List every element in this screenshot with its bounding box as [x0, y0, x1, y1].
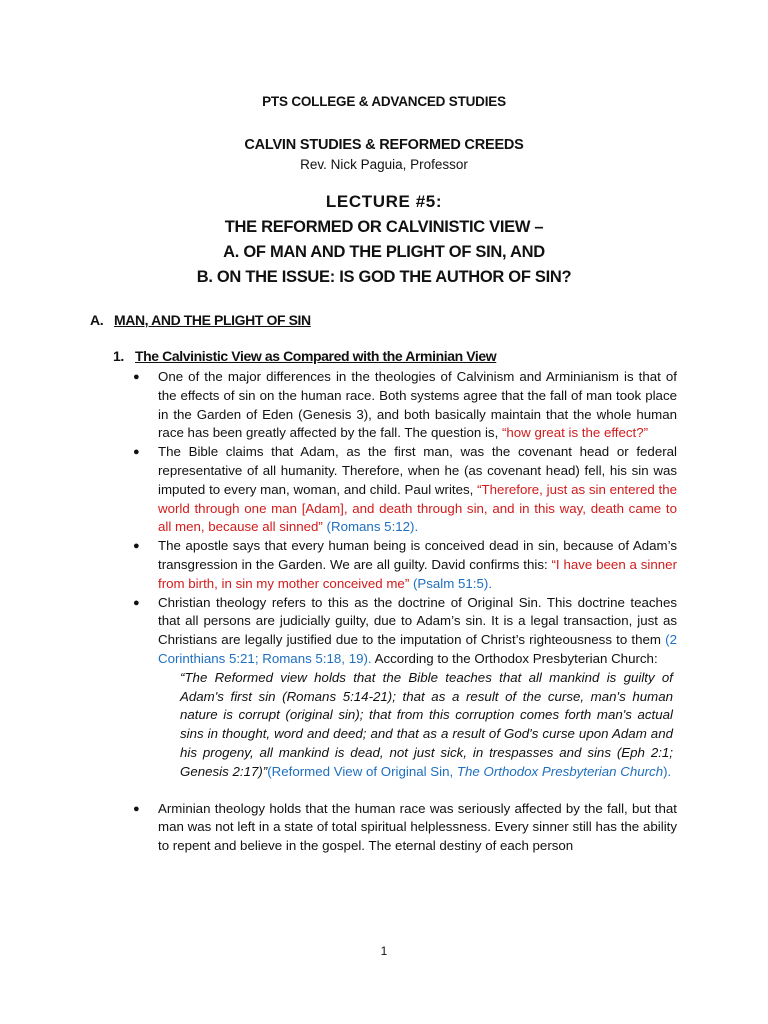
bullet-icon: ●: [133, 802, 140, 815]
subsection-1-label: 1.: [113, 348, 124, 364]
bullet-item: [132, 800, 677, 856]
bullet-text: Christian theology refers to this as the doctrine of Original Sin. This doctrine teaches that all persons are judicially guilty, due to Adam’s sin. It is a legal transaction, just as Christians are legally justified due to the imputation of Christ’s righteousness to them: [158, 594, 677, 648]
lecture-title-line-2: A. OF MAN AND THE PLIGHT OF SIN, AND: [223, 243, 545, 261]
bullet-item: [132, 368, 677, 443]
section-a-heading: [90, 312, 311, 328]
bullet-icon: ●: [133, 446, 140, 459]
lecture-title-line-1: THE REFORMED OR CALVINISTIC VIEW –: [224, 218, 544, 236]
quote-source-title: The Orthodox Presbyterian Church: [456, 763, 664, 779]
block-quote: [158, 669, 677, 782]
bullet-item: [132, 594, 677, 782]
bullet-icon: ●: [133, 540, 140, 553]
bullet-text: The apostle says that every human being is conceived dead in sin, because of Adam’s transgression in the Garden. We are all guilty. David confirms this:: [158, 538, 677, 572]
quote-source-prefix: (Reformed View of Original Sin,: [267, 763, 457, 779]
professor-line: Rev. Nick Paguia, Professor: [300, 157, 468, 172]
section-a-title: MAN, AND THE PLIGHT OF SIN: [114, 312, 311, 328]
lecture-number: LECTURE #5:: [325, 192, 443, 211]
institution-heading: PTS COLLEGE & ADVANCED STUDIES: [262, 94, 506, 109]
bullet-text-continued: According to the Orthodox Presbyterian Church:: [371, 650, 658, 666]
bullet-item: [132, 443, 677, 537]
subsection-1-heading: [113, 348, 496, 364]
quote-source-suffix: ).: [663, 763, 672, 779]
bullet-item: [132, 537, 677, 593]
bullet-quote: “I have been a sinner from birth, in sin my mother conceived me”: [158, 556, 677, 591]
scripture-reference: (Psalm 51:5).: [409, 575, 493, 591]
scripture-reference: (Romans 5:12).: [322, 519, 419, 535]
bullet-quote: “Therefore, just as sin entered the world through one man [Adam], and death through sin, and in this way, death came to all men, because all sinned”: [158, 481, 677, 535]
block-quote-text: “The Reformed view holds that the Bible teaches that all mankind is guilty of Adam's first sin (Romans 5:14-21); that as a result of the curse, man's human nature is corrupt (original sin); that from this corruption comes forth man's actual sins in thought, word and deed; and that as a result of God's curse upon Adam and his progeny, all mankind is dead, not just sick, in trespasses and sins (Eph 2:1; Genesis 2:17)”: [180, 669, 673, 779]
bullet-text: The Bible claims that Adam, as the first man, was the covenant head or federal representative of all humanity. Therefore, when he (as covenant head) fell, his sin was imputed to every man, woman, and child. Paul writes,: [158, 444, 677, 497]
bullet-text: Arminian theology holds that the human race was seriously affected by the fall, but that man was not left in a state of total spiritual helplessness. Every sinner still has the ability to repent and believe in the gospel. The eternal destiny of each person: [158, 800, 677, 854]
course-title: CALVIN STUDIES & REFORMED CREEDS: [244, 137, 524, 153]
page-number: 1: [380, 944, 388, 958]
bullet-list: [132, 368, 677, 856]
bullet-quote: “how great is the effect?”: [501, 425, 649, 441]
bullet-icon: ●: [133, 371, 140, 383]
bullet-text: One of the major differences in the theologies of Calvinism and Arminianism is that of the effects of sin on the human race. Both systems agree that the fall of man took place in the Garden of Eden (Genesis 3), and both basically maintain that the whole human race has been greatly affected by the fall. The question is,: [158, 369, 677, 441]
scripture-reference: (2 Corinthians 5:21; Romans 5:18, 19).: [158, 632, 677, 666]
quote-source: [267, 764, 671, 779]
lecture-title-line-3: B. ON THE ISSUE: IS GOD THE AUTHOR OF SIN?: [196, 268, 572, 286]
bullet-icon: ●: [133, 596, 140, 609]
subsection-1-title: The Calvinistic View as Compared with the Arminian View: [135, 348, 497, 364]
section-a-label: A.: [90, 312, 104, 328]
